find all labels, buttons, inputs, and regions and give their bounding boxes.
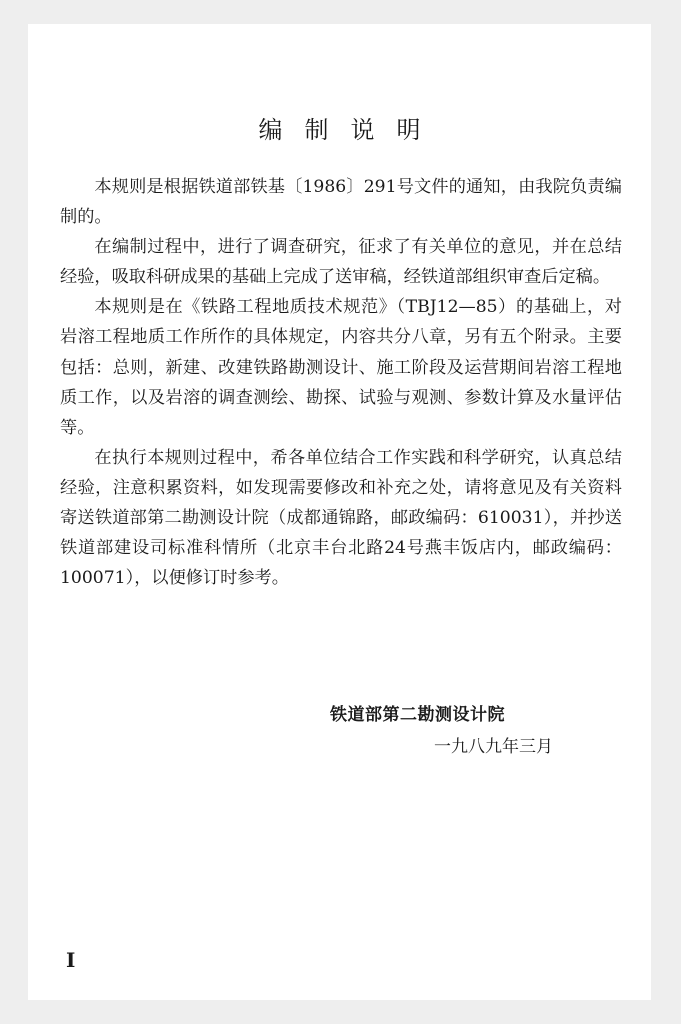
paragraph-1: 本规则是根据铁道部铁基〔1986〕291号文件的通知，由我院负责编制的。 bbox=[60, 177, 622, 228]
paragraph-2: 在编制过程中，进行了调查研究，征求了有关单位的意见，并在总结经验，吸取科研成果的基础上完成了送审稿，经铁道部组织审查后定稿。 bbox=[60, 237, 622, 288]
document-page bbox=[28, 24, 651, 1000]
body-text bbox=[60, 172, 622, 593]
paragraph-4: 在执行本规则过程中，希各单位结合工作实践和科学研究，认真总结经验，注意积累资料，如发现需要修改和补充之处，请将意见及有关资料寄送铁道部第二勘测设计院（成都通锦路，邮政编码：610031），并抄送铁道部建设司标准科情所（北京丰台北路24号燕丰饭店内，邮政编码：100071），以便修订时参考。 bbox=[60, 447, 622, 589]
signature-organization: 铁道部第二勘测设计院 bbox=[330, 705, 505, 725]
signature-date: 一九八九年三月 bbox=[434, 737, 553, 757]
page-number: I bbox=[66, 948, 76, 972]
page-title: 编制说明 bbox=[258, 116, 443, 144]
paragraph-3: 本规则是在《铁路工程地质技术规范》（TBJ12—85）的基础上，对岩溶工程地质工作所作的具体规定，内容共分八章，另有五个附录。主要包括：总则，新建、改建铁路勘测设计、施工阶段及运营期间岩溶工程地质工作，以及岩溶的调查测绘、勘探、试验与观测、参数计算及水量评估等。 bbox=[60, 297, 622, 438]
